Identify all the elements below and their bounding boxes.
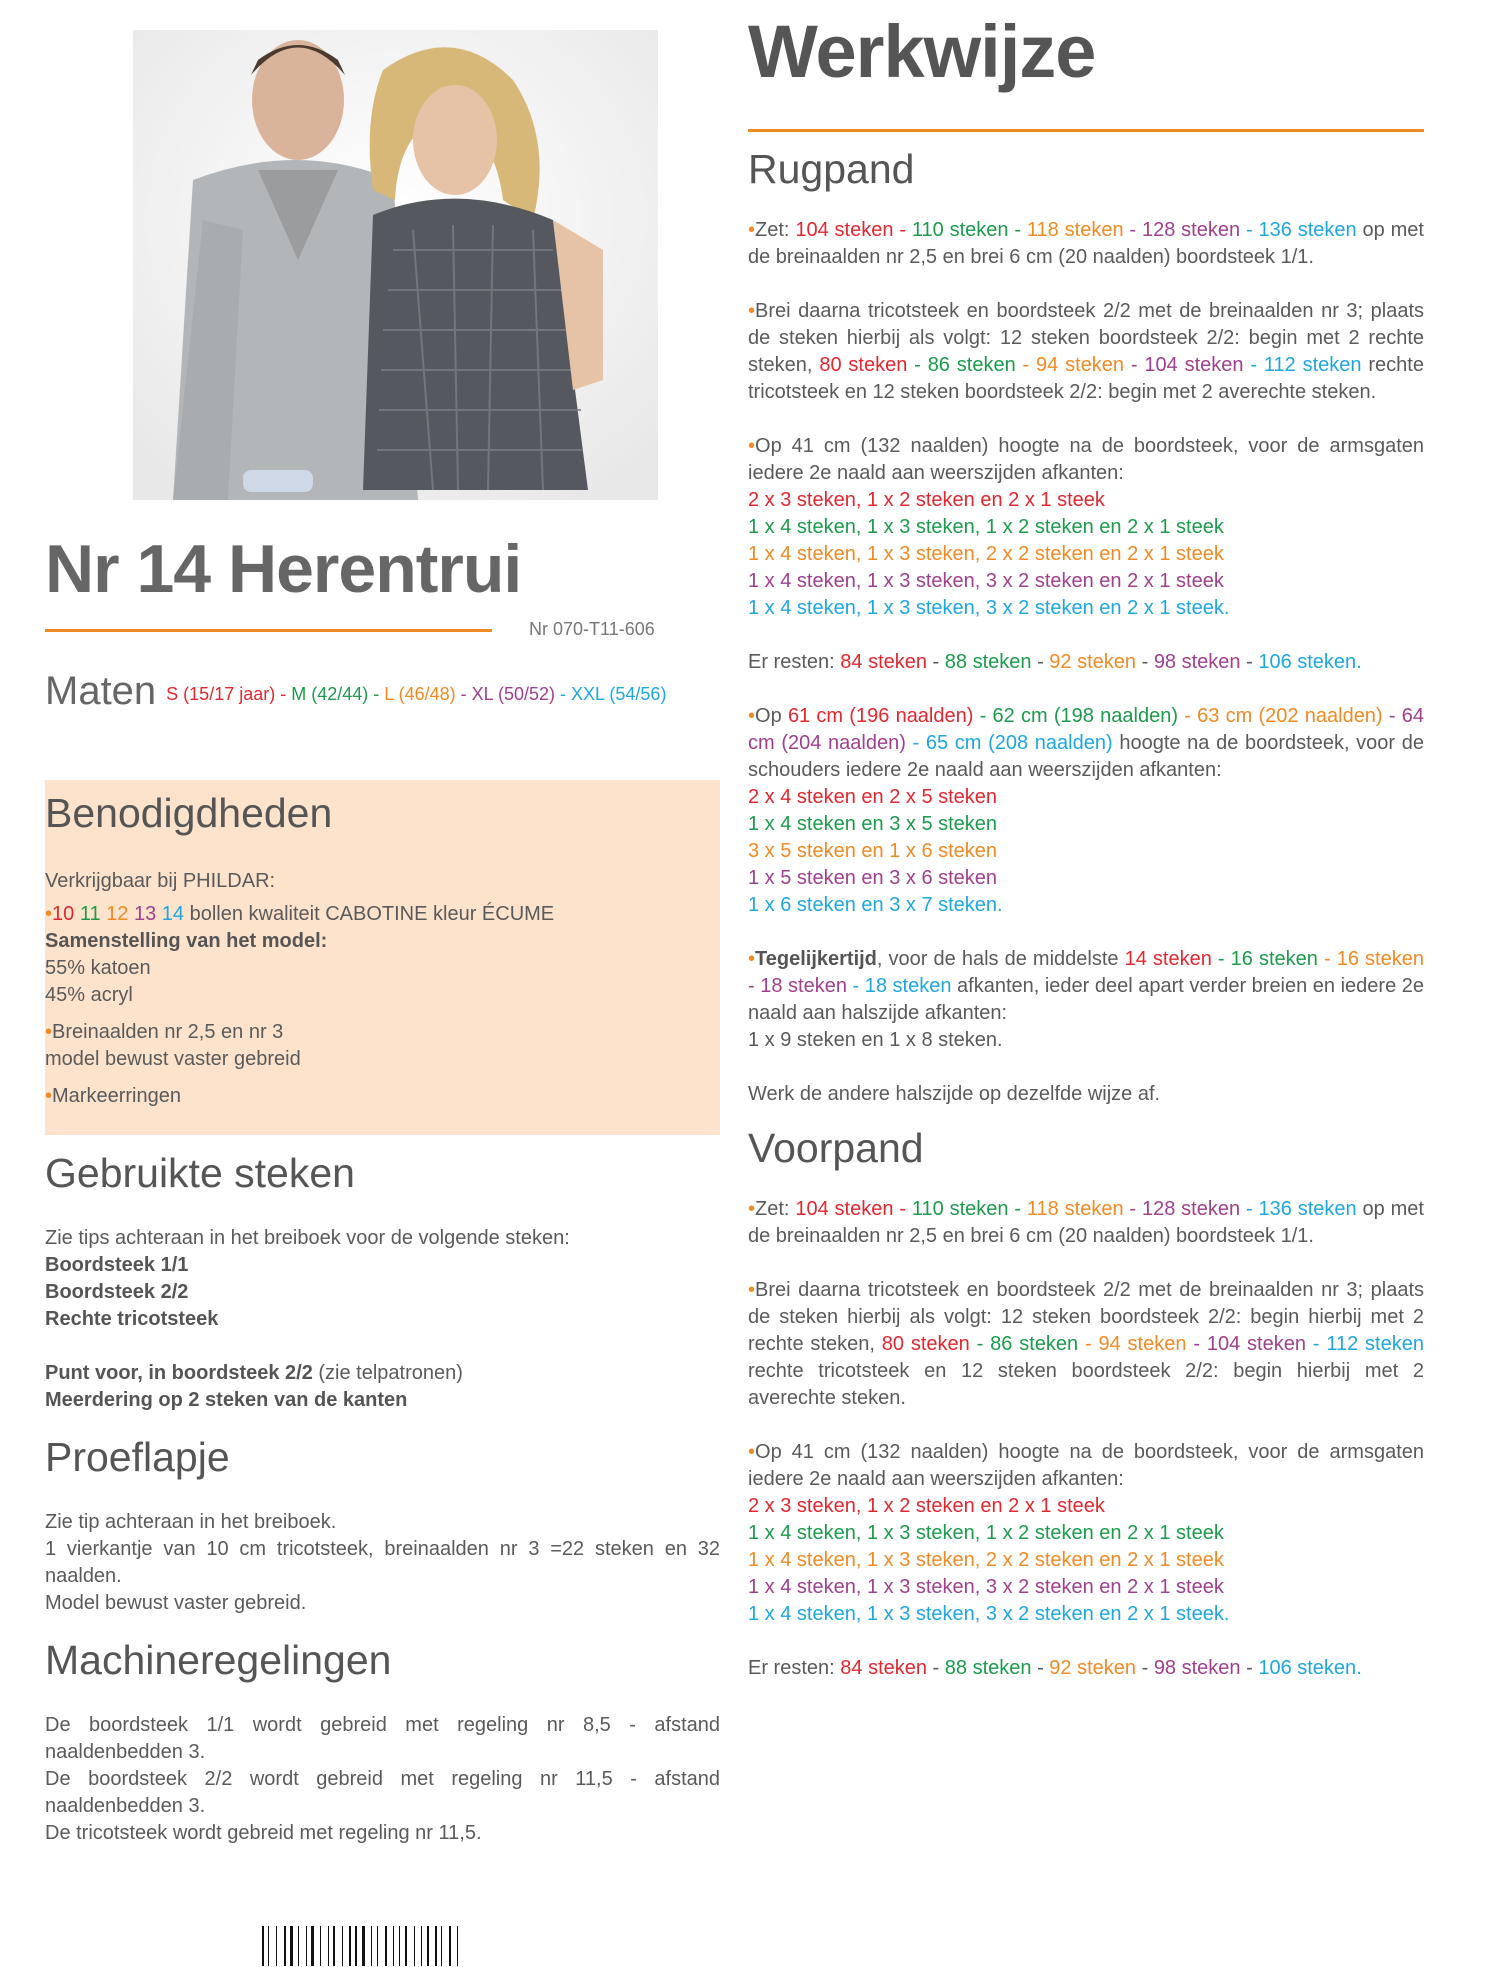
barcode-bar (320, 1926, 321, 1966)
front-cast-on (748, 1196, 1424, 1250)
barcode-bar (425, 1926, 426, 1966)
text: hoogte na de boordsteek, voor de schouders iedere 2e naald aan weerszijden afkanten: (748, 732, 1424, 781)
front-remaining (748, 1655, 1424, 1682)
sep: - (969, 1333, 991, 1355)
value-s: 2 x 3 steken, 1 x 2 steken en 2 x 1 steek (748, 489, 1105, 511)
markers (45, 1083, 715, 1110)
needles-note: model bewust vaster gebreid (45, 1048, 301, 1070)
stitch-1: Boordsteek 1/1 (45, 1254, 189, 1276)
bullet-icon: • (45, 903, 53, 925)
left-lower-column (45, 1150, 720, 1877)
sep: - (1240, 1657, 1259, 1679)
sep: - (1240, 219, 1259, 241)
stitch-2: Boordsteek 2/2 (45, 1281, 189, 1303)
sizes-line (45, 669, 720, 713)
value-m: 86 steken (927, 354, 1016, 376)
value-s: 84 steken (840, 651, 927, 673)
back-shoulders (748, 703, 1424, 919)
text-bold: Tegelijkertijd (755, 948, 877, 970)
value-l: 16 steken (1336, 948, 1424, 970)
value-xl: 18 steken (760, 975, 847, 997)
barcode-bar (279, 1926, 281, 1966)
value-xl: 98 steken (1153, 1657, 1241, 1679)
back-cast-on (748, 217, 1424, 271)
value-m: 88 steken (944, 1657, 1032, 1679)
value-l: 118 steken (1026, 219, 1124, 241)
barcode-bar (262, 1926, 264, 1966)
barcode-bar (301, 1926, 303, 1966)
stitch-4-label: Punt voor, in boordsteek 2/2 (45, 1362, 313, 1384)
value-s: 84 steken (840, 1657, 927, 1679)
stitches-heading: Gebruikte steken (45, 1150, 355, 1196)
barcode-bar (287, 1926, 288, 1966)
barcode-bar (342, 1926, 343, 1966)
model-photo (133, 30, 658, 500)
stitches-intro: Zie tips achteraan in het breiboek voor de volgende steken: (45, 1227, 570, 1249)
barcode-bar (308, 1926, 309, 1966)
title-rule (45, 629, 492, 632)
couple-illustration (133, 30, 658, 500)
sep: - (1136, 651, 1154, 673)
barcode-bar (403, 1926, 404, 1966)
value-xxl: 1 x 6 steken en 3 x 7 steken. (748, 894, 1003, 916)
value-l: 118 steken (1026, 1198, 1124, 1220)
barcode-bar (268, 1926, 269, 1966)
text: Zet: (755, 1198, 796, 1220)
barcode-bar (453, 1926, 454, 1966)
size-sep: - (555, 684, 572, 704)
front-heading: Voorpand (748, 1125, 924, 1171)
barcode-bar (445, 1926, 448, 1966)
barcode-bar (438, 1926, 439, 1966)
gauge-1: Zie tip achteraan in het breiboek. (45, 1511, 337, 1533)
barcode-bar (328, 1926, 329, 1966)
value-m: 62 cm (198 naalden) (992, 705, 1178, 727)
value-xl: 1 x 5 steken en 3 x 6 steken (748, 867, 998, 889)
size-s: S (15/17 jaar) (166, 684, 276, 704)
method-rule (748, 129, 1424, 132)
machine-section (45, 1637, 720, 1847)
value-l: 1 x 4 steken, 1 x 3 steken, 2 x 2 steken en 2 x 1 steek (748, 1549, 1224, 1571)
sep: - (846, 975, 865, 997)
sep: - (1240, 651, 1259, 673)
text: rechte tricotsteek en 12 steken boordsteek 2/2: begin met 2 averechte steken. (748, 354, 1424, 403)
barcode-bar (355, 1926, 357, 1966)
size-xl: XL (50/52) (471, 684, 556, 704)
value-xl: 64 cm (204 naalden) (748, 705, 1424, 754)
sep: - (927, 1657, 945, 1679)
value-s: 80 steken (881, 1333, 970, 1355)
qty-xxl: 14 (161, 903, 185, 925)
stitch-4-note: (zie telpatronen) (312, 1362, 463, 1384)
value-s: 2 x 3 steken, 1 x 2 steken en 2 x 1 steek (748, 1495, 1105, 1517)
composition-1: 55% katoen (45, 957, 151, 979)
bullet-icon: • (45, 1085, 53, 1107)
barcode-bar (333, 1926, 335, 1966)
sep: - (1243, 354, 1264, 376)
value-l: 94 steken (1098, 1333, 1187, 1355)
bullet-icon: • (748, 300, 756, 322)
qty-m: 11 (79, 903, 101, 925)
text: Op (755, 705, 788, 727)
value-s: 14 steken (1124, 948, 1212, 970)
value-xxl: 106 steken (1258, 1657, 1357, 1679)
sep: - (893, 1198, 912, 1220)
bullet-icon: • (748, 219, 756, 241)
composition-label: Samenstelling van het model: (45, 930, 328, 952)
bullet-icon: • (748, 1441, 756, 1463)
barcode-bar (272, 1926, 275, 1966)
barcode-bar (459, 1926, 461, 1966)
value-m: 1 x 4 steken, 1 x 3 steken, 1 x 2 steken en 2 x 1 steek (748, 516, 1224, 538)
barcode-bar (290, 1926, 293, 1966)
gauge-2: 1 vierkantje van 10 cm tricotsteek, breinaalden nr 3 =22 steken en 32 naalden. (45, 1538, 720, 1587)
barcode-bar (457, 1926, 458, 1966)
bullet-icon: • (748, 435, 756, 457)
qty-l: 12 (106, 903, 129, 925)
barcode-bar (352, 1926, 353, 1966)
bullet-icon: • (748, 948, 756, 970)
barcode-bar (385, 1926, 387, 1966)
sep: - (1240, 1198, 1259, 1220)
size-m: M (42/44) (291, 684, 369, 704)
supplies-yarn (45, 901, 715, 928)
gauge-heading: Proeflapje (45, 1434, 230, 1480)
stitch-5: Meerdering op 2 steken van de kanten (45, 1389, 408, 1411)
back-other-side: Werk de andere halszijde op dezelfde wijze af. (748, 1083, 1161, 1105)
text: op met de breinaalden nr 2,5 en brei 6 cm (20 naalden) boordsteek 1/1. (748, 219, 1424, 268)
value-xxl: 136 steken (1258, 219, 1357, 241)
value-xl: 98 steken (1153, 651, 1241, 673)
supplies-available: Verkrijgbaar bij PHILDAR: (45, 870, 276, 892)
back-remaining (748, 649, 1424, 676)
needles (45, 1019, 715, 1046)
barcode-bar (338, 1926, 341, 1966)
sep: - (1008, 1198, 1027, 1220)
value-l: 92 steken (1049, 1657, 1137, 1679)
gauge-section (45, 1434, 720, 1617)
barcode-bar (276, 1926, 277, 1966)
value-xl: 104 steken (1144, 354, 1244, 376)
needles-text: Breinaalden nr 2,5 en nr 3 (52, 1021, 284, 1043)
barcode-bar (377, 1926, 378, 1966)
bullet-icon: • (748, 1198, 756, 1220)
text: op met de breinaalden nr 2,5 en brei 6 cm (20 naalden) boordsteek 1/1. (748, 1198, 1424, 1247)
barcode-bar (381, 1926, 384, 1966)
text: Op 41 cm (132 naalden) hoogte na de boordsteek, voor de armsgaten iedere 2e naald aan weerszijden afkanten: (748, 435, 1424, 484)
stitch-4 (45, 1360, 720, 1387)
machine-heading: Machineregelingen (45, 1637, 392, 1683)
value-s: 104 steken (795, 1198, 894, 1220)
reference-number: Nr 070-T11-606 (529, 619, 655, 639)
barcode-bar (395, 1926, 397, 1966)
machine-1: De boordsteek 1/1 wordt gebreid met regeling nr 8,5 - afstand naaldenbedden 3. (45, 1714, 720, 1763)
gauge-3: Model bewust vaster gebreid. (45, 1592, 307, 1614)
barcode-bar (311, 1926, 314, 1966)
value-m: 1 x 4 steken en 3 x 5 steken (748, 813, 998, 835)
value-m: 86 steken (990, 1333, 1079, 1355)
value-l: 63 cm (202 naalden) (1197, 705, 1383, 727)
text: afkanten, ieder deel apart verder breien en iedere 2e naald aan halszijde afkanten: (748, 975, 1425, 1024)
sep: - (905, 732, 926, 754)
text: Brei daarna tricotsteek en boordsteek 2/2 met de breinaalden nr 3; plaats de steken hierbij als volgt: (748, 1279, 1424, 1328)
bullet-icon: • (748, 705, 756, 727)
value-xxl: 112 steken (1263, 354, 1362, 376)
value-xxl: 136 steken (1258, 1198, 1357, 1220)
sep: - (893, 219, 912, 241)
barcode (262, 1926, 492, 1966)
text: Er resten: (748, 651, 841, 673)
barcode-bar (449, 1926, 451, 1966)
text: Er resten: (748, 1657, 841, 1679)
value-xl: 128 steken (1141, 219, 1241, 241)
size-l: L (46/48) (384, 684, 456, 704)
stitches-section (45, 1150, 720, 1414)
sizes-label: Maten (45, 669, 157, 713)
machine-2: De boordsteek 2/2 wordt gebreid met regeling nr 11,5 - afstand naaldenbedden 3. (45, 1768, 720, 1817)
back-armholes (748, 433, 1424, 622)
text: rechte tricotsteek en 12 steken boordsteek 2/2: begin hierbij met 2 averechte steken. (748, 1360, 1424, 1409)
value-m: 16 steken (1230, 948, 1318, 970)
composition-2: 45% acryl (45, 984, 133, 1006)
barcode-bar (409, 1926, 411, 1966)
sep: - (907, 354, 928, 376)
text: Zet: (755, 219, 796, 241)
method-heading: Werkwijze (748, 10, 1096, 93)
yarn-text: bollen kwaliteit CABOTINE kleur ÉCUME (184, 903, 555, 925)
barcode-bar (414, 1926, 415, 1966)
text: 12 steken boordsteek 2/2: begin met 2 rechte steken, (748, 327, 1424, 376)
barcode-bar (371, 1926, 372, 1966)
value-xxl: 106 steken (1258, 651, 1357, 673)
sep: - (1124, 354, 1145, 376)
sep: - (1008, 219, 1027, 241)
sep: - (1015, 354, 1037, 376)
barcode-bar (416, 1926, 419, 1966)
value-xl: 104 steken (1206, 1333, 1306, 1355)
back-knit (748, 298, 1424, 406)
barcode-bar (360, 1926, 361, 1966)
text: Brei daarna tricotsteek en boordsteek 2/2 met de breinaalden nr 3; plaats de steken hierbij als volgt: (748, 300, 1424, 349)
barcode-bar (298, 1926, 299, 1966)
barcode-bar (393, 1926, 394, 1966)
value-xxl: 112 steken (1326, 1333, 1424, 1355)
bullet-icon: • (45, 1021, 53, 1043)
barcode-bar (435, 1926, 437, 1966)
stitch-3: Rechte tricotsteek (45, 1308, 219, 1330)
barcode-bar (373, 1926, 375, 1966)
text: . (1356, 651, 1362, 673)
barcode-bar (317, 1926, 319, 1966)
size-sep: - (455, 684, 472, 704)
value-m: 1 x 4 steken, 1 x 3 steken, 1 x 2 steken en 2 x 1 steek (748, 1522, 1224, 1544)
value-m: 110 steken (911, 1198, 1009, 1220)
value-s: 80 steken (819, 354, 908, 376)
sep: - (1317, 948, 1337, 970)
sep: - (1186, 1333, 1207, 1355)
sep: - (1178, 705, 1198, 727)
supplies-body (45, 868, 715, 1110)
value-l: 94 steken (1036, 354, 1125, 376)
supplies-panel (45, 780, 720, 1135)
size-sep: - (275, 684, 292, 704)
sep: - (1123, 219, 1142, 241)
barcode-bar (284, 1926, 286, 1966)
sep: - (1211, 948, 1231, 970)
text: 1 x 9 steken en 1 x 8 steken. (748, 1029, 1003, 1051)
sep: - (973, 705, 993, 727)
text: Op 41 cm (132 naalden) hoogte na de boordsteek, voor de armsgaten iedere 2e naald aan weerszijden afkanten: (748, 1441, 1424, 1490)
qty-s: 10 (52, 903, 75, 925)
barcode-bar (405, 1926, 407, 1966)
sep: - (1123, 1198, 1142, 1220)
pattern-title: Nr 14 Herentrui (45, 531, 522, 607)
value-xl: 1 x 4 steken, 1 x 3 steken, 3 x 2 steken en 2 x 1 steek (748, 570, 1224, 592)
qty-xl: 13 (133, 903, 157, 925)
value-xxl: 1 x 4 steken, 1 x 3 steken, 3 x 2 steken en 2 x 1 steek. (748, 1603, 1230, 1625)
supplies-heading: Benodigdheden (45, 790, 333, 836)
front-armholes (748, 1439, 1424, 1628)
value-m: 88 steken (944, 651, 1032, 673)
barcode-bar (349, 1926, 351, 1966)
value-xxl: 65 cm (208 naalden) (925, 732, 1113, 754)
sep: - (1078, 1333, 1099, 1355)
barcode-bar (296, 1926, 297, 1966)
size-sep: - (368, 684, 385, 704)
sep: - (1136, 1657, 1154, 1679)
barcode-bar (367, 1926, 368, 1966)
sep: - (927, 651, 945, 673)
sep: - (1305, 1333, 1327, 1355)
back-neck (748, 946, 1424, 1054)
value-l: 92 steken (1049, 651, 1137, 673)
sep: - (1031, 651, 1050, 673)
barcode-bar (323, 1926, 325, 1966)
sep: - (1382, 705, 1402, 727)
value-xxl: 1 x 4 steken, 1 x 3 steken, 3 x 2 steken en 2 x 1 steek. (748, 597, 1230, 619)
markers-text: Markeerringen (52, 1085, 181, 1107)
value-xl: 128 steken (1141, 1198, 1241, 1220)
barcode-bar (399, 1926, 400, 1966)
front-knit (748, 1277, 1424, 1412)
value-s: 104 steken (795, 219, 894, 241)
value-xxl: 18 steken (864, 975, 952, 997)
sep: - (1031, 1657, 1050, 1679)
barcode-bar (362, 1926, 365, 1966)
barcode-bar (330, 1926, 331, 1966)
value-m: 110 steken (911, 219, 1009, 241)
size-xxl: XXL (54/56) (571, 684, 667, 704)
barcode-bar (389, 1926, 390, 1966)
value-xl: 1 x 4 steken, 1 x 3 steken, 3 x 2 steken en 2 x 1 steek (748, 1576, 1224, 1598)
value-s: 2 x 4 steken en 2 x 5 steken (748, 786, 998, 808)
barcode-bar (441, 1926, 442, 1966)
barcode-bar (345, 1926, 346, 1966)
value-l: 1 x 4 steken, 1 x 3 steken, 2 x 2 steken en 2 x 1 steek (748, 543, 1224, 565)
barcode-bar (421, 1926, 422, 1966)
barcode-bar (265, 1926, 266, 1966)
barcode-bar (427, 1926, 429, 1966)
machine-3: De tricotsteek wordt gebreid met regeling nr 11,5. (45, 1822, 482, 1844)
barcode-bar (431, 1926, 432, 1966)
value-s: 61 cm (196 naalden) (787, 705, 974, 727)
value-l: 3 x 5 steken en 1 x 6 steken (748, 840, 998, 862)
bullet-icon: • (748, 1279, 756, 1301)
back-heading: Rugpand (748, 146, 915, 192)
text: . (1356, 1657, 1362, 1679)
barcode-bar (306, 1926, 307, 1966)
text: , voor de hals de middelste (876, 948, 1125, 970)
sep: - (748, 975, 761, 997)
text: 12 steken boordsteek 2/2: begin hierbij met 2 rechte steken, (748, 1306, 1425, 1355)
method-column (748, 0, 1424, 1709)
